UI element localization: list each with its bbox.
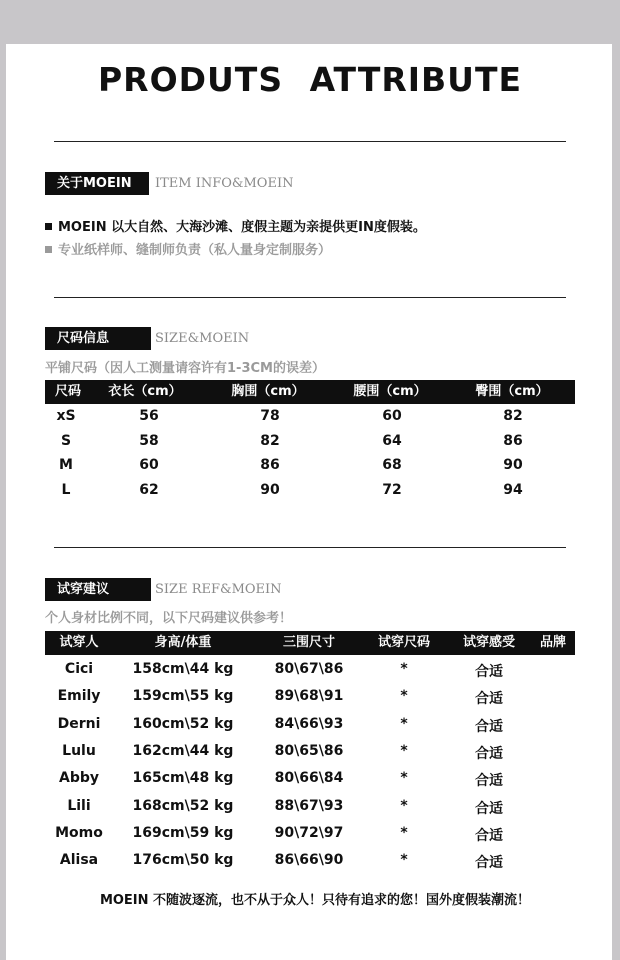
size-table-cell: xS xyxy=(56,408,76,424)
fit-table-cell: 89\68\91 xyxy=(274,688,344,705)
size-header-cell: 胸围（cm） xyxy=(231,384,305,399)
fit-section-tag: 试穿建议 xyxy=(45,578,151,601)
size-table-cell: 58 xyxy=(139,432,159,449)
size-header-cell: 腰围（cm） xyxy=(353,384,427,399)
size-table-cell: 90 xyxy=(503,457,523,473)
fit-table-cell: 80\65\86 xyxy=(274,742,344,759)
size-header-cell: 衣长（cm） xyxy=(108,384,182,399)
fit-table-cell: * xyxy=(400,661,408,677)
fit-table-cell: 90\72\97 xyxy=(274,824,344,841)
fit-section-subtitle: SIZE REF&MOEIN xyxy=(155,582,282,597)
fit-table-cell: 合适 xyxy=(475,664,503,680)
fit-table-cell: 合适 xyxy=(475,691,503,708)
about-line-1: MOEIN 以大自然、大海沙滩、度假主题为亲提供更IN度假装。 xyxy=(45,216,426,235)
fit-table-cell: 88\67\93 xyxy=(274,797,344,814)
fit-table-cell: 159cm\55 kg xyxy=(132,688,234,705)
bullet-square-icon xyxy=(45,223,52,230)
size-header-cell: 尺码 xyxy=(54,384,82,399)
fit-table-cell: 合适 xyxy=(475,855,503,872)
fit-table-cell: 158cm\44 kg xyxy=(132,661,234,677)
size-table-cell: 86 xyxy=(260,457,280,473)
size-section-tag: 尺码信息 xyxy=(45,327,151,350)
fit-table-cell: Lulu xyxy=(62,742,96,759)
fit-table-cell: 80\66\84 xyxy=(274,770,344,787)
fit-table-cell: * xyxy=(400,797,408,814)
size-table-cell: 56 xyxy=(139,408,159,424)
fit-table-header xyxy=(45,631,575,655)
fit-header-cell: 品牌 xyxy=(539,635,567,650)
fit-table-cell: Momo xyxy=(55,824,103,841)
size-table-cell: 82 xyxy=(260,432,280,449)
fit-table-cell: 165cm\48 kg xyxy=(132,770,234,787)
fit-note: 个人身材比例不同，以下尺码建议供参考！ xyxy=(45,611,293,626)
fit-table-cell: 合适 xyxy=(475,827,503,844)
fit-table-cell: Emily xyxy=(57,688,101,705)
size-table-cell: 68 xyxy=(382,457,402,473)
size-header-cell: 臀围（cm） xyxy=(475,384,549,399)
size-table-cell: 90 xyxy=(260,481,280,498)
size-section-subtitle: SIZE&MOEIN xyxy=(155,331,250,346)
divider xyxy=(54,297,566,298)
about-line-2: 专业纸样师、缝制师负责（私人量身定制服务） xyxy=(45,239,331,258)
fit-table-cell: 160cm\52 kg xyxy=(132,715,234,732)
about-section-tag: 关于MOEIN xyxy=(45,172,149,195)
divider xyxy=(54,141,566,142)
size-table-header xyxy=(45,380,575,404)
fit-table-cell: Lili xyxy=(67,797,91,814)
fit-table-cell: Derni xyxy=(57,715,101,732)
fit-header-cell: 试穿感受 xyxy=(462,635,516,650)
fit-header-cell: 试穿尺码 xyxy=(377,635,431,650)
size-table-cell: 60 xyxy=(382,408,402,424)
fit-table-cell: 80\67\86 xyxy=(274,661,344,677)
fit-header-cell: 三围尺寸 xyxy=(282,635,336,650)
fit-table-cell: Alisa xyxy=(59,852,99,869)
fit-table-cell: 162cm\44 kg xyxy=(132,742,234,759)
size-table-cell: L xyxy=(61,481,71,498)
fit-table-cell: 合适 xyxy=(475,800,503,817)
size-table-cell: 82 xyxy=(503,408,523,424)
fit-table-cell: 合适 xyxy=(475,718,503,735)
fit-table-cell: 合适 xyxy=(475,773,503,790)
about-section-subtitle: ITEM INFO&MOEIN xyxy=(155,176,294,191)
page-title: PRODUTS ATTRIBUTE xyxy=(97,60,523,99)
fit-table-cell: 86\66\90 xyxy=(274,852,344,869)
size-table-cell: 62 xyxy=(139,481,159,498)
fit-table-cell: Abby xyxy=(58,770,100,787)
size-note: 平铺尺码（因人工测量请容许有1-3CM的误差） xyxy=(45,361,325,376)
fit-table-cell: * xyxy=(400,715,408,732)
size-table-cell: 72 xyxy=(382,481,402,498)
size-table-cell: 78 xyxy=(260,408,280,424)
size-table-cell: 64 xyxy=(382,432,402,449)
fit-table-cell: * xyxy=(400,688,408,705)
fit-table-cell: 84\66\93 xyxy=(274,715,344,732)
fit-header-cell: 身高/体重 xyxy=(154,635,212,650)
fit-table-cell: 168cm\52 kg xyxy=(132,797,234,814)
fit-table-cell: * xyxy=(400,824,408,841)
fit-table-cell: * xyxy=(400,770,408,787)
fit-table-cell: 169cm\59 kg xyxy=(132,824,234,841)
fit-table-cell: 176cm\50 kg xyxy=(132,852,234,869)
fit-table-cell: 合适 xyxy=(475,745,503,762)
size-table-cell: 60 xyxy=(139,457,159,473)
size-table-cell: 94 xyxy=(503,481,523,498)
size-table-cell: S xyxy=(60,432,72,449)
fit-header-cell: 试穿人 xyxy=(59,635,99,650)
size-table-cell: 86 xyxy=(503,432,523,449)
fit-table-cell: * xyxy=(400,742,408,759)
bullet-square-icon xyxy=(45,246,52,253)
fit-table-cell: * xyxy=(400,852,408,869)
footer-slogan: MOEIN 不随波逐流，也不从于众人！只待有追求的您！国外度假装潮流！ xyxy=(99,893,531,908)
divider xyxy=(54,547,566,548)
size-table-cell: M xyxy=(59,457,73,473)
fit-table-cell: Cici xyxy=(64,661,94,677)
